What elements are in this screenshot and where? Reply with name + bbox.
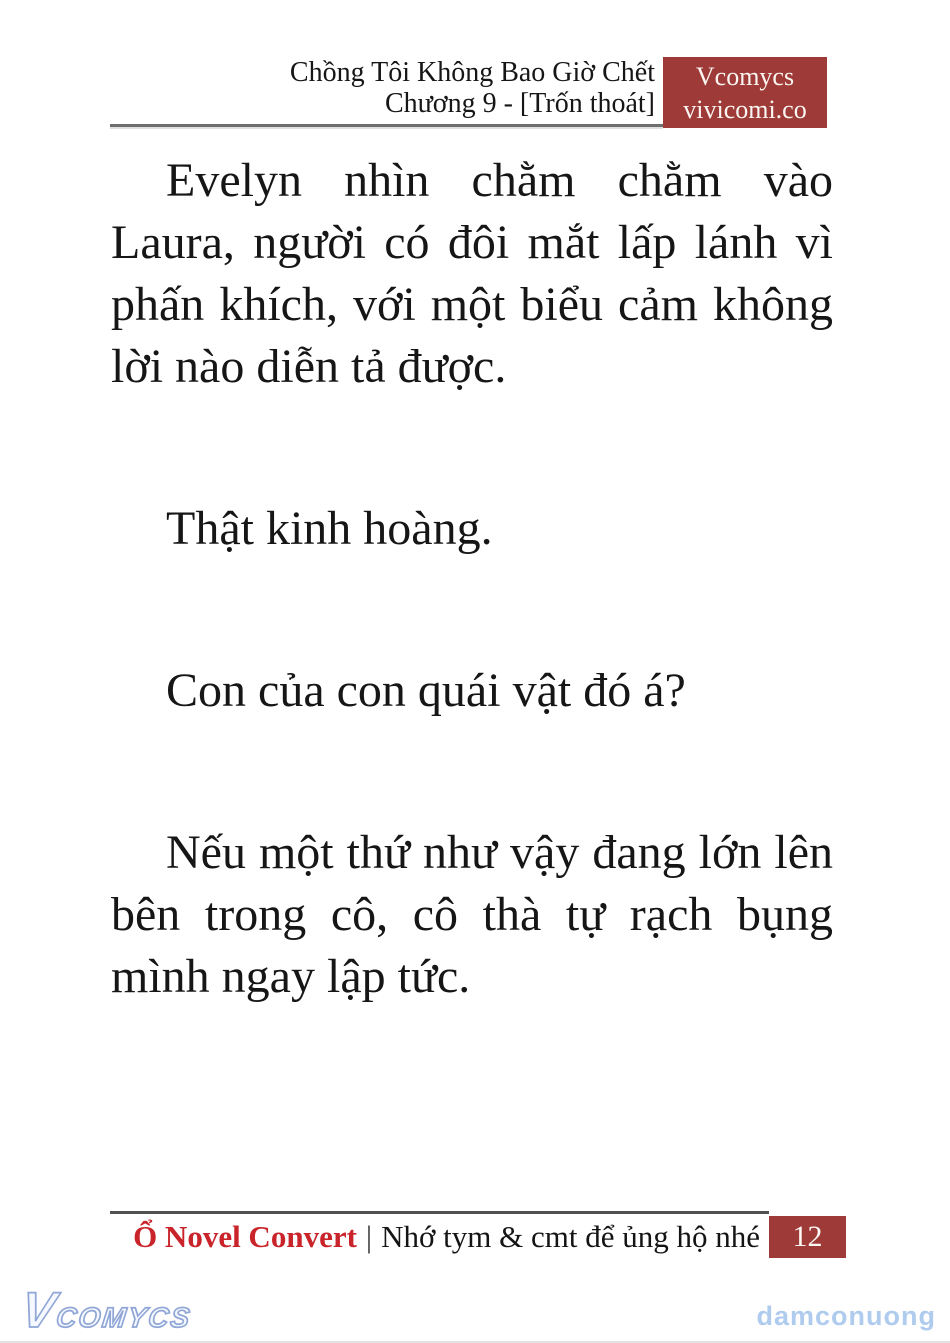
footer-brand: Ổ Novel Convert <box>133 1219 357 1254</box>
page-body <box>111 150 833 1008</box>
page-number-badge <box>769 1216 846 1258</box>
header-divider <box>110 124 663 127</box>
paragraph: Evelyn nhìn chằm chằm vào Laura, người có đôi mắt lấp lánh vì phấn khích, với một biểu cảm không lời nào diễn tả được. <box>111 154 833 393</box>
footer-divider <box>110 1211 769 1214</box>
book-title: Chồng Tôi Không Bao Giờ Chết <box>289 57 655 88</box>
footer-separator: | <box>365 1219 373 1254</box>
damconuong-watermark: damconuong <box>756 1301 936 1331</box>
publisher-badge <box>663 57 827 128</box>
vcomycs-logo-watermark: Vcomycs <box>18 1282 195 1338</box>
publisher-site: vivicomi.co <box>683 95 807 124</box>
chapter-title: Chương 9 - [Trốn thoát] <box>384 88 655 119</box>
paragraph: Con của con quái vật đó á? <box>166 664 686 717</box>
paragraph: Nếu một thứ như vậy đang lớn lên bên trong cô, cô thà tự rạch bụng mình ngay lập tức. <box>111 826 833 1003</box>
footer-note: Nhớ tym & cmt để ủng hộ nhé <box>381 1219 760 1254</box>
paragraph: Thật kinh hoàng. <box>166 502 493 555</box>
publisher-name: Vcomycs <box>695 62 795 91</box>
footer-bar <box>110 1216 846 1258</box>
page-header-title <box>290 57 655 119</box>
page-number: 12 <box>792 1220 823 1253</box>
